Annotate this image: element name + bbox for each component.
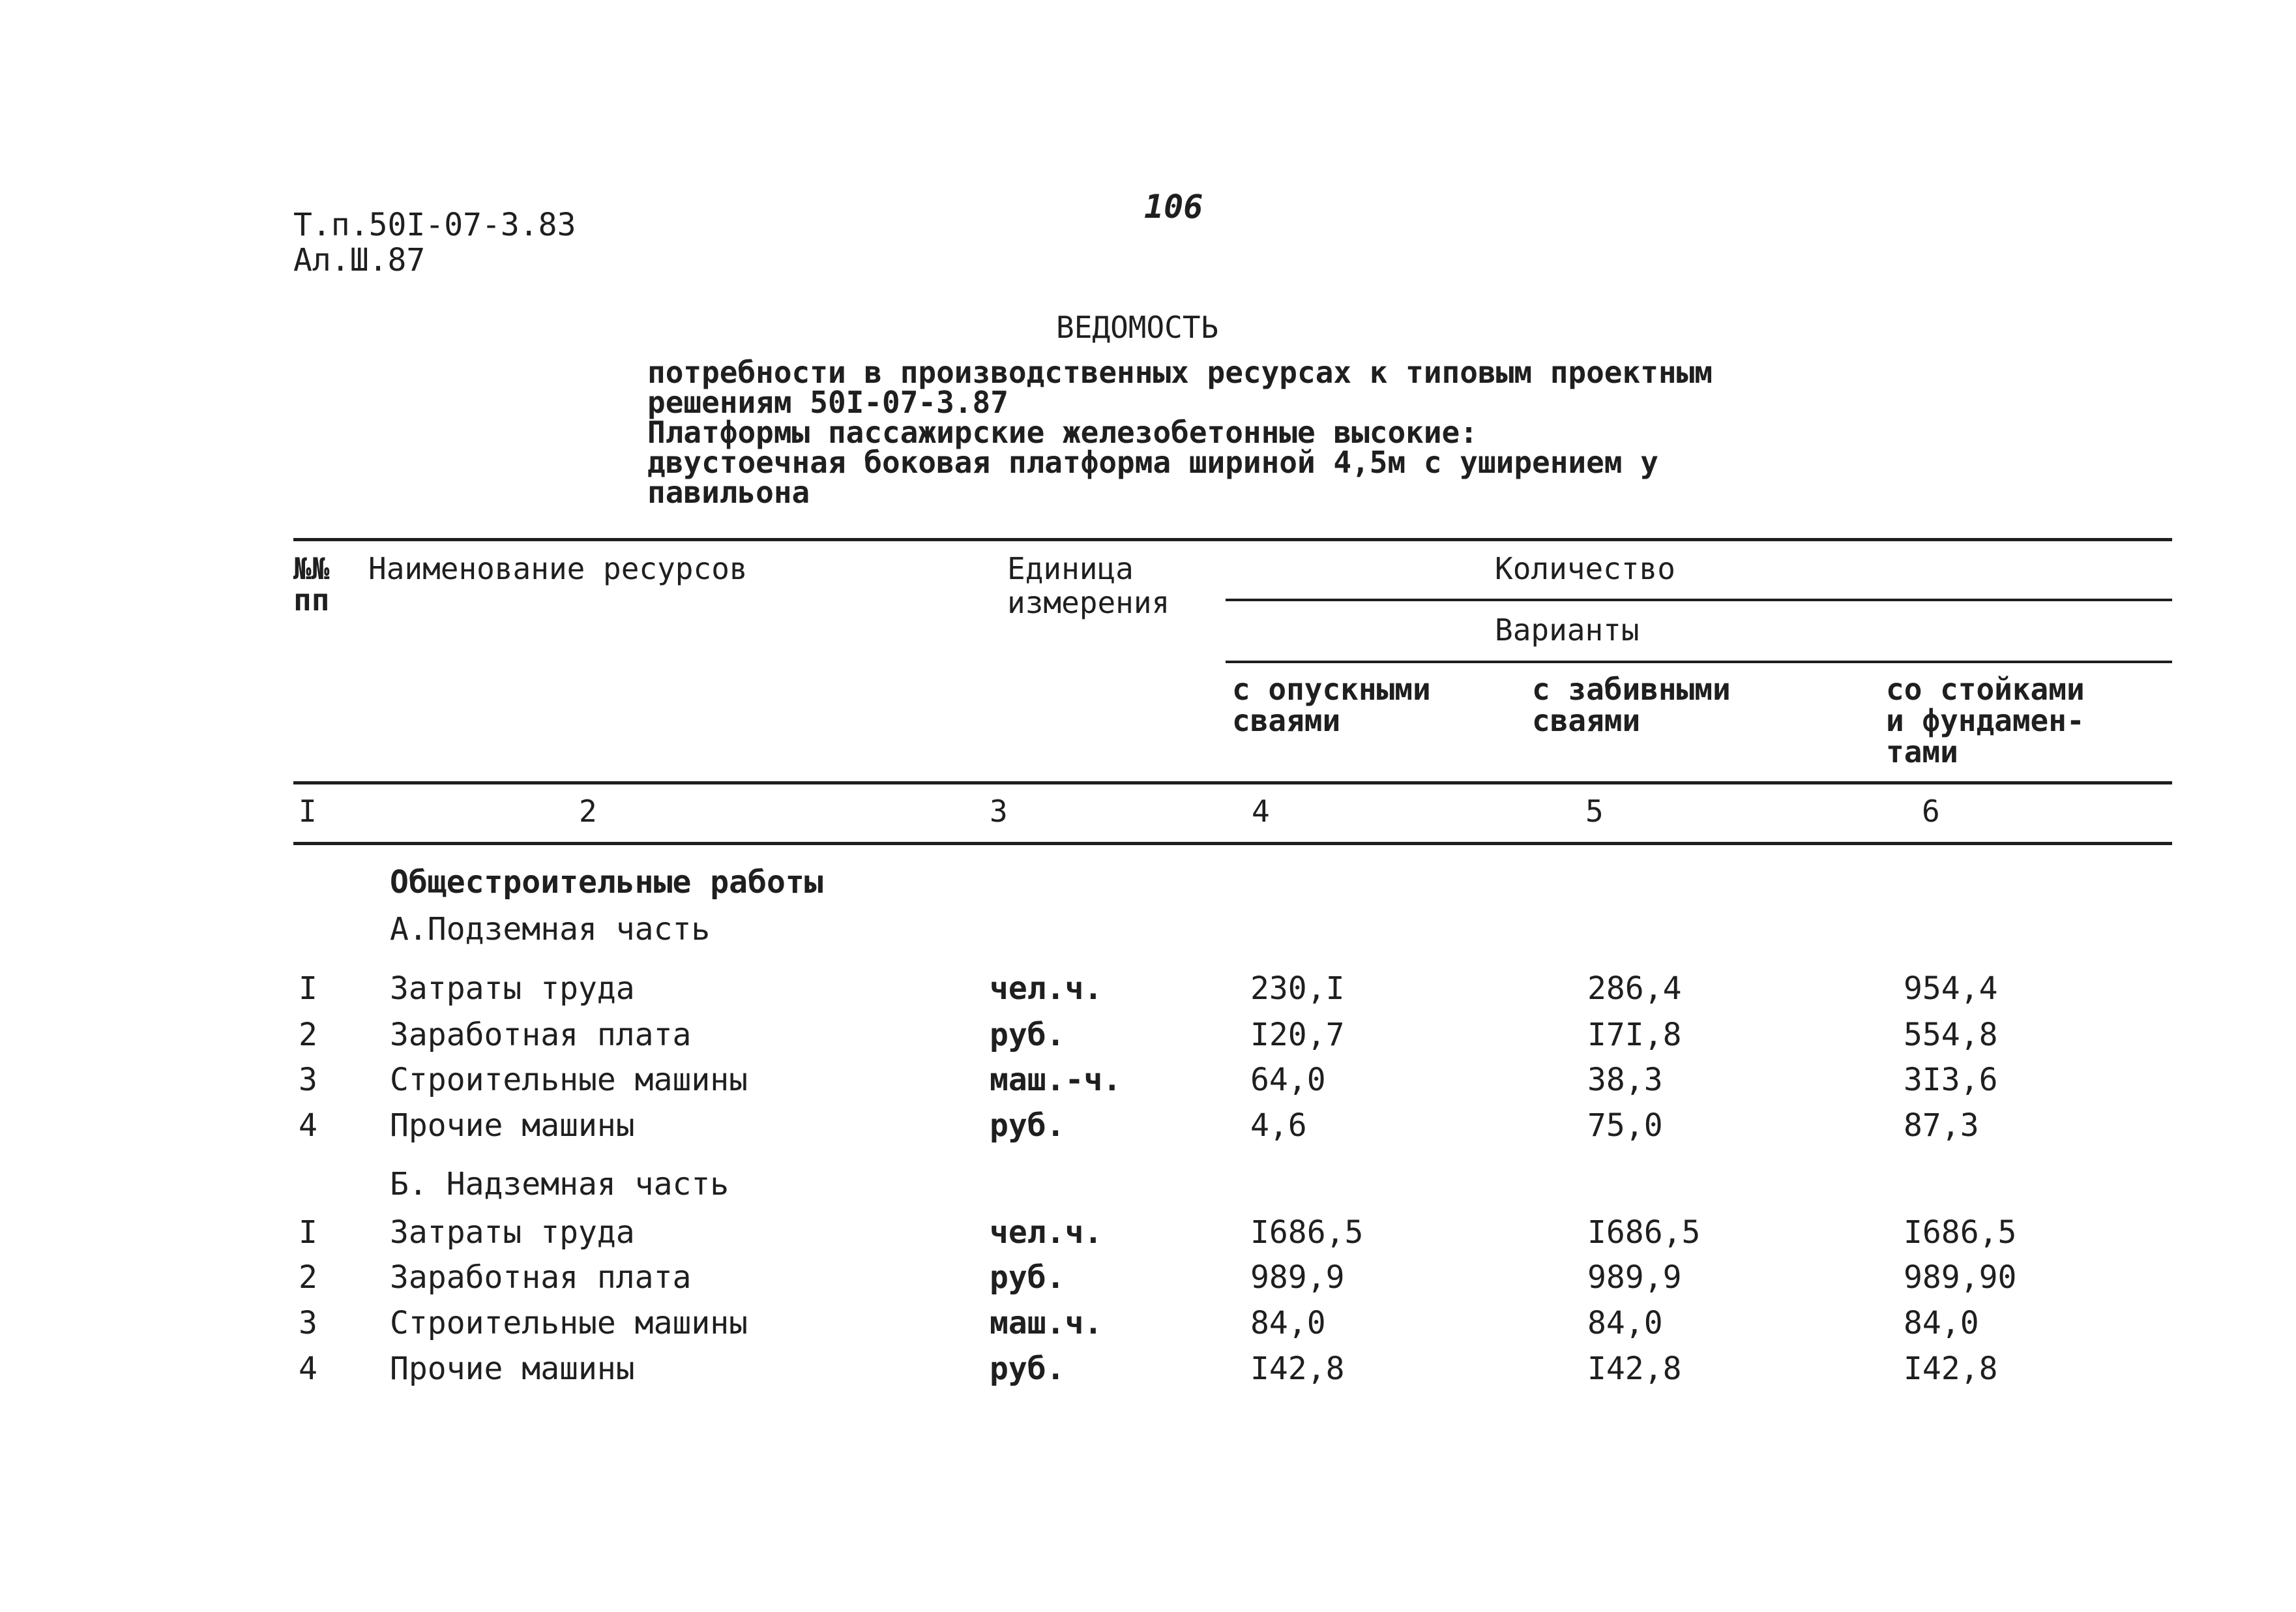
unit: руб.: [990, 1259, 1065, 1296]
value-variant-3: 84,0: [1904, 1305, 1979, 1341]
header-variant-3: со стойками и фундамен- тами: [1886, 672, 2085, 769]
value-variant-2: 75,0: [1587, 1107, 1663, 1144]
group-title: А.Подземная часть: [390, 911, 711, 948]
resource-name: Заработная плата: [390, 1259, 692, 1296]
subtitle-line: Платформы пассажирские железобетонные высокие:: [647, 415, 1478, 450]
value-variant-1: I20,7: [1250, 1017, 1345, 1053]
value-variant-2: I7I,8: [1587, 1017, 1682, 1053]
unit: чел.ч.: [990, 970, 1103, 1007]
row-number: 2: [299, 1259, 317, 1296]
value-variant-3: 989,90: [1904, 1259, 2017, 1296]
row-number: 3: [299, 1062, 317, 1098]
row-number: 4: [299, 1107, 317, 1144]
section-title: Общестроительные работы: [390, 864, 823, 901]
unit: маш.-ч.: [990, 1062, 1122, 1098]
value-variant-1: 64,0: [1250, 1062, 1326, 1098]
value-variant-3: 554,8: [1904, 1017, 1998, 1053]
row-number: I: [299, 1214, 317, 1251]
unit: маш.ч.: [990, 1305, 1103, 1341]
resource-name: Затраты труда: [390, 1214, 635, 1251]
value-variant-3: 3I3,6: [1904, 1062, 1998, 1098]
row-number: 4: [299, 1351, 317, 1387]
document-subtitle: [647, 355, 1713, 510]
group-title: Б. Надземная часть: [390, 1166, 729, 1202]
document-code-line-1: Т.п.50I-07-3.83: [293, 207, 576, 243]
value-variant-2: 38,3: [1587, 1062, 1663, 1098]
value-variant-2: 84,0: [1587, 1305, 1663, 1341]
value-variant-3: I686,5: [1904, 1214, 2017, 1251]
unit: руб.: [990, 1351, 1065, 1387]
value-variant-3: 87,3: [1904, 1107, 1979, 1144]
column-number: 6: [1922, 794, 1940, 829]
value-variant-1: 989,9: [1250, 1259, 1345, 1296]
quantity-divider-rule: [1226, 599, 2172, 601]
page-number: 106: [1144, 188, 1203, 226]
subtitle-line: павильона: [647, 475, 810, 510]
document-code-line-2: Ал.Ш.87: [293, 242, 426, 278]
table-top-rule: [293, 538, 2172, 541]
resource-name: Строительные машины: [390, 1305, 748, 1341]
unit: руб.: [990, 1107, 1065, 1144]
resource-name: Прочие машины: [390, 1351, 635, 1387]
column-number: 3: [990, 794, 1008, 829]
header-variant-1: с опускными сваями: [1232, 672, 1431, 738]
value-variant-2: 989,9: [1587, 1259, 1682, 1296]
unit: руб.: [990, 1017, 1065, 1053]
header-variant-2: с забивными сваями: [1532, 672, 1731, 738]
resource-name: Заработная плата: [390, 1017, 692, 1053]
document-title: ВЕДОМОСТЬ: [1056, 310, 1219, 345]
column-number: 4: [1252, 794, 1270, 829]
value-variant-2: 286,4: [1587, 970, 1682, 1007]
row-number: 2: [299, 1017, 317, 1053]
header-quantity: Количество: [1495, 551, 1675, 586]
document-code: [293, 207, 576, 278]
resource-name: Строительные машины: [390, 1062, 748, 1098]
header-unit: Единица измерения: [1007, 551, 1170, 620]
column-number: I: [299, 794, 317, 829]
value-variant-3: I42,8: [1904, 1351, 1998, 1387]
unit: чел.ч.: [990, 1214, 1103, 1251]
column-numbers-bottom-rule: [293, 842, 2172, 845]
header-resource-name: Наименование ресурсов: [368, 551, 748, 586]
header-bottom-rule: [293, 781, 2172, 784]
value-variant-1: 4,6: [1250, 1107, 1307, 1144]
header-variants: Варианты: [1495, 612, 1640, 648]
value-variant-2: I42,8: [1587, 1351, 1682, 1387]
column-number: 2: [579, 794, 597, 829]
column-number: 5: [1585, 794, 1604, 829]
subtitle-line: двустоечная боковая платформа шириной 4,5м с уширением у: [647, 445, 1658, 480]
value-variant-3: 954,4: [1904, 970, 1998, 1007]
resource-name: Затраты труда: [390, 970, 635, 1007]
subtitle-line: решениям 50I-07-3.87: [647, 385, 1008, 420]
row-number: I: [299, 970, 317, 1007]
row-number: 3: [299, 1305, 317, 1341]
value-variant-1: 84,0: [1250, 1305, 1326, 1341]
value-variant-1: I42,8: [1250, 1351, 1345, 1387]
subtitle-line: потребности в производственных ресурсах к типовым проектным: [647, 355, 1713, 390]
resource-name: Прочие машины: [390, 1107, 635, 1144]
value-variant-1: I686,5: [1250, 1214, 1364, 1251]
variants-divider-rule: [1226, 661, 2172, 663]
value-variant-2: I686,5: [1587, 1214, 1701, 1251]
header-row-number: №№ пп: [293, 551, 330, 618]
value-variant-1: 230,I: [1250, 970, 1345, 1007]
